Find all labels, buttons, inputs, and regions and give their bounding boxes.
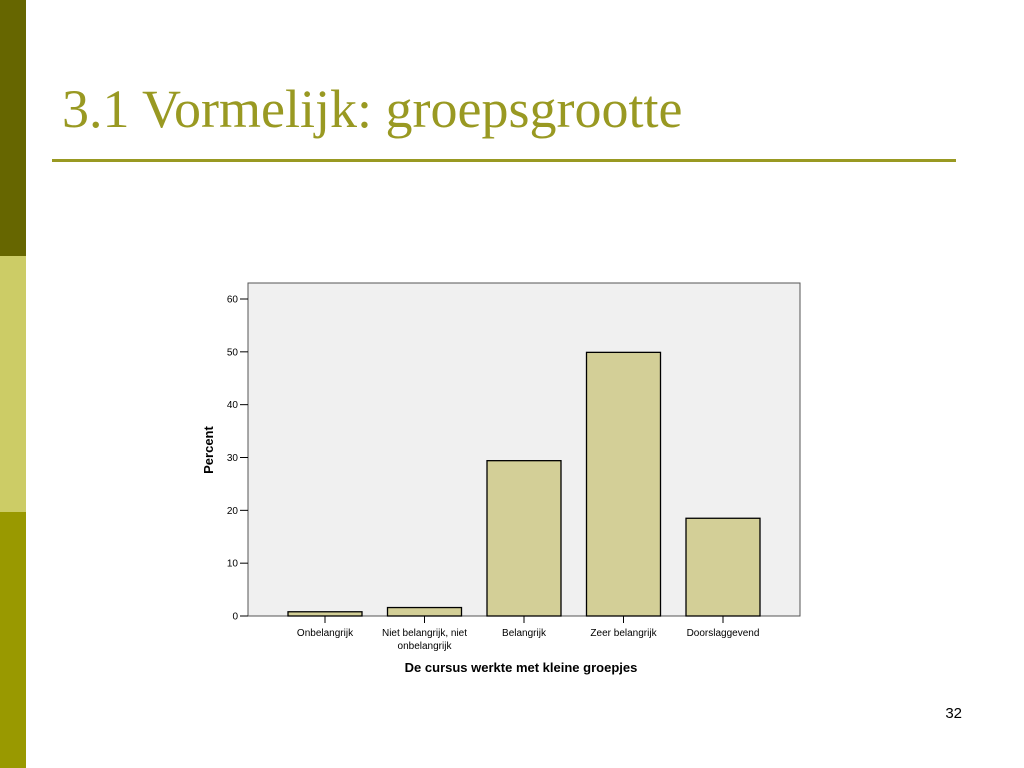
x-tick-label: Niet belangrijk, niet <box>381 628 468 639</box>
x-axis-title: De cursus werkte met kleine groepjes <box>404 660 638 675</box>
bar <box>487 461 561 616</box>
bar <box>288 612 362 616</box>
y-tick-label: 50 <box>226 347 238 359</box>
bar <box>686 518 760 616</box>
y-tick-label: 10 <box>226 558 238 570</box>
bar <box>587 352 661 616</box>
page-number: 32 <box>945 705 962 722</box>
x-tick-label: Belangrijk <box>502 628 546 639</box>
y-tick-label: 40 <box>226 400 238 412</box>
x-tick-label: Onbelangrijk <box>296 628 354 639</box>
y-tick-label: 60 <box>226 294 238 306</box>
x-tick-label: onbelangrijk <box>397 641 452 652</box>
y-tick-label: 30 <box>226 453 238 464</box>
y-axis-title: Percent <box>201 426 216 474</box>
bar <box>388 608 462 616</box>
x-tick-label: Doorslaggevend <box>686 628 760 639</box>
y-tick-label: 0 <box>232 611 238 623</box>
slide-title: 3.1 Vormelijk: groepsgrootte <box>62 79 683 139</box>
x-tick-label: Zeer belangrijk <box>590 628 657 639</box>
y-tick-label: 20 <box>226 505 238 517</box>
